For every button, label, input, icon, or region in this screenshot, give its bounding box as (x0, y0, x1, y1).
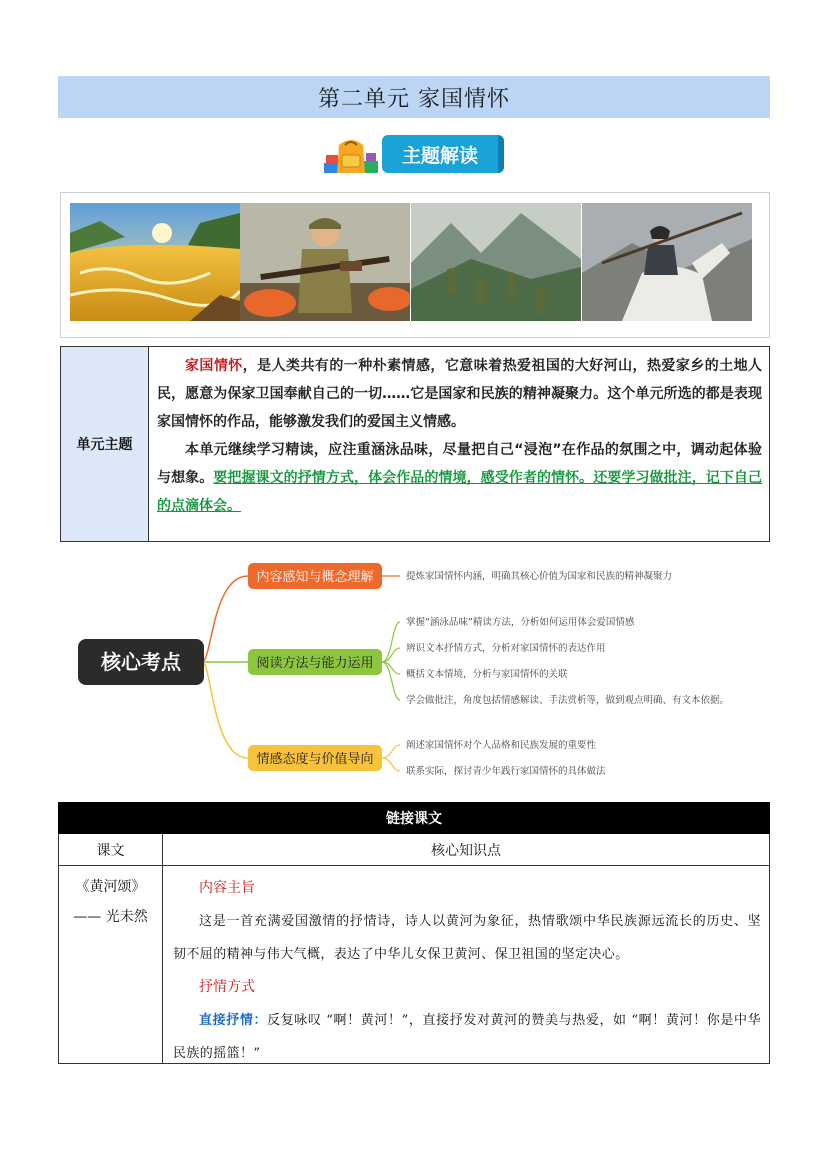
unit-theme-text (149, 347, 769, 541)
core-points-mindmap (60, 558, 770, 783)
soldier-with-rifle-image (240, 203, 410, 321)
unit-theme-key-requirement: 要把握课文的抒情方式，体会作品的情境，感受作者的情怀。还要学习做批注，记下自己的点滴体会。 (157, 470, 763, 514)
mindmap-branch-1-label: 内容感知与概念理解 (256, 570, 374, 585)
linked-texts-table (58, 802, 770, 1064)
unit-theme-highlight: 家国情怀 (185, 358, 243, 374)
mindmap-branch-3-item-2: 联系实际，探讨青少年践行家国情怀的具体做法 (406, 766, 606, 777)
mindmap-root-label: 核心考点 (101, 650, 181, 674)
mindmap-branch-2-item-1: 掌握“涵泳品味”精读方法，分析如何运用体会爱国情感 (406, 617, 635, 628)
mindmap-branch-1-item-1: 提炼家国情怀内涵，明确其核心价值为国家和民族的精神凝聚力 (406, 571, 673, 582)
linked-texts-header: 链接课文 (58, 802, 770, 834)
backpack-books-icon (322, 133, 380, 175)
text-author: —— 光未然 (73, 909, 148, 925)
section-text-theme: 这是一首充满爱国激情的抒情诗，诗人以黄河为象征，热情歌颂中华民族源远流长的历史、坚韧不屈的精神与伟大气概，表达了中华儿女保卫黄河、保卫祖国的坚定决心。 (173, 914, 761, 962)
section-heading-theme: 内容主旨 (199, 880, 255, 896)
knowledge-cell (163, 866, 769, 1063)
method-label: 直接抒情： (199, 1013, 268, 1028)
theme-badge (322, 133, 507, 175)
unit-theme-label: 单元主题 (61, 347, 149, 541)
mindmap-branch-3-item-1: 阐述家国情怀对个人品格和民族发展的重要性 (406, 740, 597, 751)
mindmap-branch-2-item-2: 辨识文本抒情方式，分析对家国情怀的表达作用 (406, 643, 606, 654)
unit-theme-paragraph-2: 本单元继续学习精读，应注重涵泳品味，尽量把自己“浸泡”在作品的氛围之中，调动起体验与想象。 (157, 442, 762, 486)
method-text: 反复咏叹 “啊！黄河！”，直接抒发对黄河的赞美与热爱，如 “啊！黄河！你是中华民族的摇篮！” (173, 1013, 761, 1061)
unit-theme-paragraph-1: ，是人类共有的一种朴素情感，它意味着热爱祖国的大好河山，热爱家乡的土地人民，愿意为保家卫国奉献自己的一切……它是国家和民族的精神凝聚力。这个单元所选的都是表现家国情怀的作品，能够激发我们的爱国主义情感。 (157, 358, 763, 430)
unit-theme-table (60, 346, 770, 542)
mindmap-branch-2-item-3: 概括文本情境，分析与家国情怀的关联 (406, 669, 568, 680)
column-header-text: 课文 (59, 834, 163, 865)
page-title: 第二单元 家国情怀 (58, 76, 770, 118)
mindmap-branch-2-label: 阅读方法与能力运用 (256, 656, 374, 671)
column-header-knowledge: 核心知识点 (431, 842, 501, 859)
image-gallery (60, 192, 770, 338)
mindmap-branch-3-label: 情感态度与价值导向 (256, 752, 374, 767)
section-text-method (173, 1004, 761, 1070)
yellow-river-rapids-image (70, 203, 240, 321)
warrior-on-horse-image (582, 203, 752, 321)
text-title: 《黄河颂》 (75, 879, 146, 895)
table-header-row (58, 834, 770, 866)
theme-badge-label: 主题解读 (382, 135, 504, 173)
soldiers-on-mountain-image (411, 203, 581, 321)
table-row (58, 866, 770, 1064)
mindmap-branch-2-item-4: 学会做批注，角度包括情感解读、手法赏析等，做到观点明确、有文本依据。 (406, 695, 730, 706)
text-cell (59, 866, 163, 1063)
section-heading-method: 抒情方式 (199, 979, 255, 995)
